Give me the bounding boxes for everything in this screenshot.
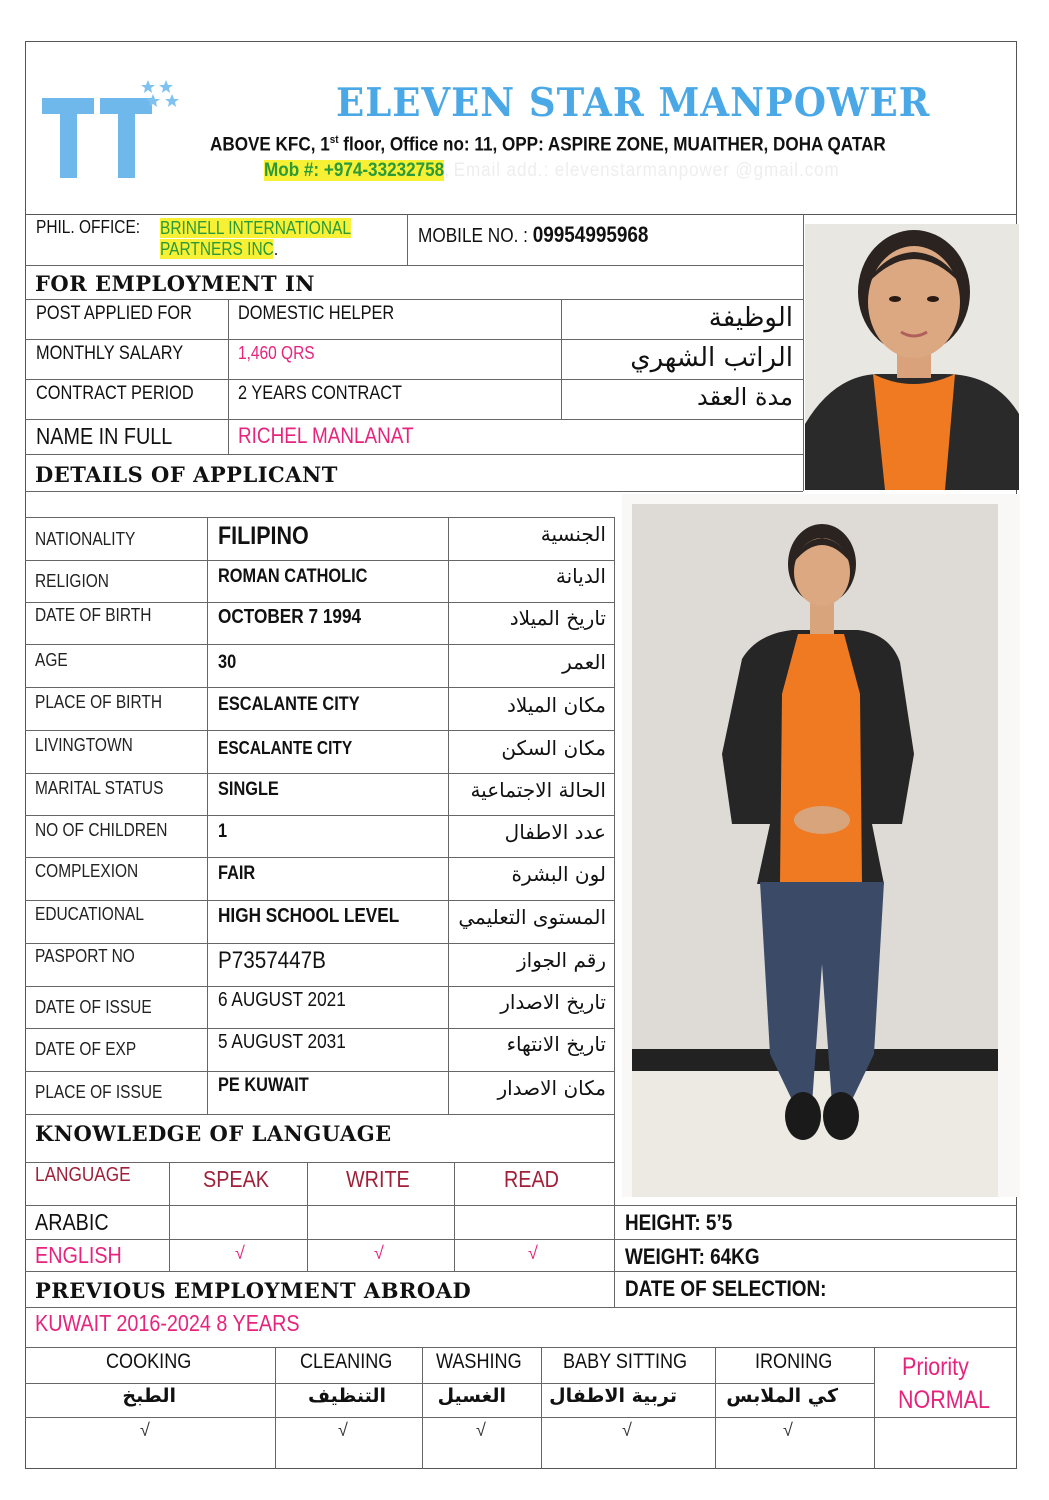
contract-period-arabic: مدة العقد bbox=[697, 383, 793, 411]
complexion-value: FAIR bbox=[218, 863, 256, 884]
post-applied-arabic: الوظيفة bbox=[708, 303, 793, 333]
weight: WEIGHT: 64KG bbox=[625, 1244, 760, 1269]
skill-baby-sitting: BABY SITTING bbox=[563, 1350, 688, 1373]
applicant-full-body-photo bbox=[622, 494, 1020, 1197]
passport-arabic: رقم الجواز bbox=[517, 948, 606, 972]
age-label: AGE bbox=[35, 650, 68, 670]
office-mobile: MOBILE NO. : 09954995968 bbox=[418, 222, 649, 247]
dob-arabic: تاريخ الميلاد bbox=[509, 606, 606, 630]
contract-period-value: 2 YEARS CONTRACT bbox=[238, 383, 403, 404]
religion-arabic: الديانة bbox=[555, 564, 606, 588]
applicant-headshot-photo bbox=[805, 224, 1019, 490]
arabic-language: ARABIC bbox=[35, 1209, 109, 1235]
skill-cleaning-arabic: التنظيف bbox=[307, 1385, 386, 1407]
employment-title: FOR EMPLOYMENT IN bbox=[35, 271, 315, 296]
priority-label: Priority bbox=[902, 1353, 969, 1381]
english-write-check: √ bbox=[374, 1243, 384, 1263]
skill-cleaning-check: √ bbox=[338, 1420, 348, 1440]
post-applied-label: POST APPLIED FOR bbox=[36, 303, 192, 324]
date-of-issue-label: DATE OF ISSUE bbox=[35, 997, 152, 1017]
date-of-exp-label: DATE OF EXP bbox=[35, 1039, 137, 1059]
nationality-label: NATIONALITY bbox=[35, 529, 136, 549]
passport-value: P7357447B bbox=[218, 947, 326, 974]
nationality-arabic: الجنسية bbox=[540, 522, 606, 546]
livingtown-arabic: مكان السكن bbox=[501, 736, 606, 760]
place-of-issue-value: PE KUWAIT bbox=[218, 1075, 309, 1096]
company-name: ELEVEN STAR MANPOWER bbox=[336, 80, 931, 126]
marital-status-label: MARITAL STATUS bbox=[35, 778, 164, 798]
skill-cooking: COOKING bbox=[106, 1350, 192, 1373]
passport-label: PASPORT NO bbox=[35, 946, 135, 966]
contract-period-label: CONTRACT PERIOD bbox=[36, 383, 194, 404]
complexion-label: COMPLEXION bbox=[35, 861, 139, 881]
company-mobile: Mob #: +974-33232758 bbox=[264, 160, 445, 181]
priority-value: NORMAL bbox=[898, 1386, 990, 1414]
livingtown-label: LIVINGTOWN bbox=[35, 735, 133, 755]
language-title: KNOWLEDGE OF LANGUAGE bbox=[35, 1121, 392, 1146]
skill-cooking-check: √ bbox=[140, 1420, 150, 1440]
date-of-exp-arabic: تاريخ الانتهاء bbox=[506, 1032, 606, 1056]
children-value: 1 bbox=[218, 821, 228, 842]
phil-office-name: BRINELL INTERNATIONAL PARTNERS INC. bbox=[160, 218, 351, 259]
age-value: 30 bbox=[218, 652, 237, 673]
marital-status-arabic: الحالة الاجتماعية bbox=[470, 778, 606, 802]
date-of-exp-value: 5 AUGUST 2031 bbox=[218, 1031, 346, 1053]
skill-ironing-arabic: كي الملابس bbox=[726, 1385, 838, 1407]
skill-cooking-arabic: الطبخ bbox=[122, 1385, 176, 1407]
english-read-check: √ bbox=[528, 1243, 538, 1263]
company-email[interactable]: Email add.: elevenstarmanpower @gmail.com bbox=[453, 160, 840, 181]
place-of-birth-arabic: مكان الميلاد bbox=[507, 693, 606, 717]
monthly-salary-label: MONTHLY SALARY bbox=[36, 343, 184, 364]
details-title: DETAILS OF APPLICANT bbox=[35, 462, 338, 487]
company-logo bbox=[38, 76, 188, 182]
company-contact: Mob #: +974-33232758, Email add.: elevenstarmanpower @gmail.com bbox=[264, 160, 840, 181]
name-in-full-value: RICHEL MANLANAT bbox=[238, 423, 414, 448]
religion-value: ROMAN CATHOLIC bbox=[218, 566, 368, 587]
place-of-issue-label: PLACE OF ISSUE bbox=[35, 1082, 163, 1102]
company-address: ABOVE KFC, 1st floor, Office no: 11, OPP: ASPIRE ZONE, MUAITHER, DOHA QATAR bbox=[210, 134, 886, 156]
age-arabic: العمر bbox=[562, 650, 606, 674]
children-arabic: عدد الاطفال bbox=[504, 820, 606, 844]
speak-header: SPEAK bbox=[203, 1166, 269, 1192]
place-of-birth-value: ESCALANTE CITY bbox=[218, 694, 360, 715]
skill-cleaning: CLEANING bbox=[300, 1350, 393, 1373]
monthly-salary-arabic: الراتب الشهري bbox=[630, 343, 793, 373]
write-header: WRITE bbox=[346, 1166, 410, 1192]
place-of-issue-arabic: مكان الاصدار bbox=[497, 1076, 606, 1100]
education-arabic: المستوى التعليمي bbox=[458, 905, 606, 929]
phil-office-label: PHIL. OFFICE: bbox=[36, 217, 141, 237]
education-value: HIGH SCHOOL LEVEL bbox=[218, 905, 400, 927]
place-of-birth-label: PLACE OF BIRTH bbox=[35, 692, 163, 712]
previous-employment-title: PREVIOUS EMPLOYMENT ABROAD bbox=[35, 1278, 472, 1303]
skill-baby-sitting-arabic: تربية الاطفال bbox=[549, 1385, 677, 1407]
read-header: READ bbox=[504, 1166, 559, 1192]
name-in-full-label: NAME IN FULL bbox=[36, 423, 173, 449]
nationality-value: FILIPINO bbox=[218, 522, 309, 550]
post-applied-value: DOMESTIC HELPER bbox=[238, 303, 395, 324]
marital-status-value: SINGLE bbox=[218, 779, 279, 800]
date-of-issue-arabic: تاريخ الاصدار bbox=[500, 990, 606, 1014]
height: HEIGHT: 5’5 bbox=[625, 1210, 733, 1235]
children-label: NO OF CHILDREN bbox=[35, 820, 168, 840]
dob-label: DATE OF BIRTH bbox=[35, 605, 152, 625]
monthly-salary-value: 1,460 QRS bbox=[238, 343, 315, 363]
religion-label: RELIGION bbox=[35, 571, 109, 591]
skill-baby-sitting-check: √ bbox=[622, 1420, 632, 1440]
complexion-arabic: لون البشرة bbox=[511, 862, 606, 886]
skill-washing-arabic: الغسيل bbox=[437, 1385, 506, 1407]
skill-ironing: IRONING bbox=[755, 1350, 833, 1373]
education-label: EDUCATIONAL bbox=[35, 904, 144, 924]
date-of-selection: DATE OF SELECTION: bbox=[625, 1276, 827, 1301]
skill-washing-check: √ bbox=[476, 1420, 486, 1440]
date-of-issue-value: 6 AUGUST 2021 bbox=[218, 989, 346, 1011]
skill-washing: WASHING bbox=[436, 1350, 522, 1373]
language-header: LANGUAGE bbox=[35, 1164, 131, 1186]
livingtown-value: ESCALANTE CITY bbox=[218, 738, 353, 758]
previous-employment-value: KUWAIT 2016-2024 8 YEARS bbox=[35, 1310, 300, 1336]
skill-ironing-check: √ bbox=[783, 1420, 793, 1440]
dob-value: OCTOBER 7 1994 bbox=[218, 606, 362, 628]
english-language: ENGLISH bbox=[35, 1242, 122, 1268]
english-speak-check: √ bbox=[235, 1243, 245, 1263]
